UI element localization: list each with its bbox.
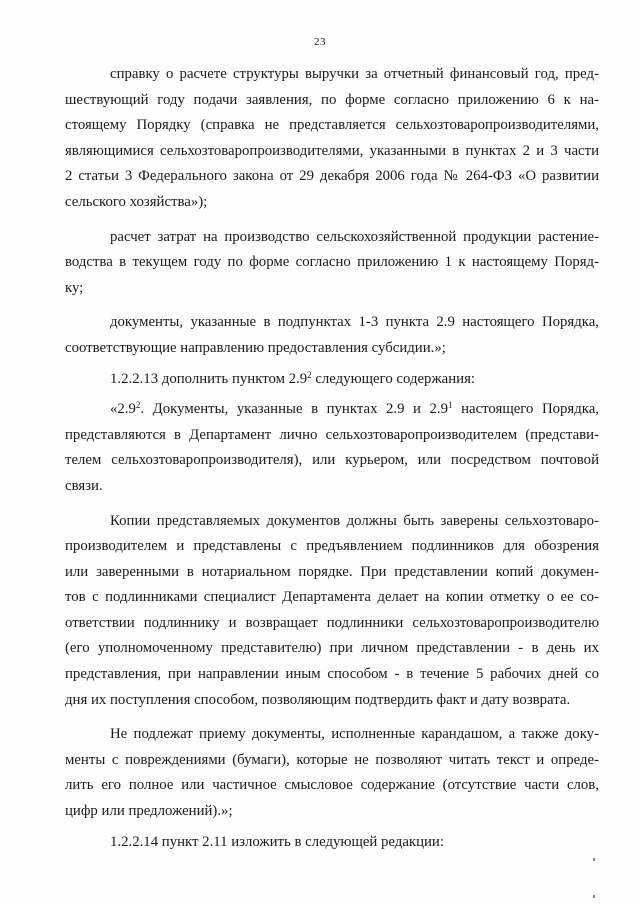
text-line: шествующий году подачи заявления, по форме согласно приложению 6 к на- <box>65 91 599 108</box>
text-line: расчет затрат на производство сельскохозяйственной продукции растение- <box>110 228 599 245</box>
scan-artifact <box>593 895 595 898</box>
document-body <box>65 62 599 855</box>
paragraph-revenue-structure-certificate <box>65 62 599 216</box>
text-line: дня их поступления способом, позволяющим подтвердить факт и дату возврата. <box>65 691 571 708</box>
text-fragment: следующего содержания: <box>311 370 475 387</box>
text-line: 2 статьи 3 Федерального закона от 29 декабря 2006 года № 264-ФЗ «О развитии <box>65 168 599 185</box>
text-fragment: . Документы, указанные в пунктах 2.9 и 2.9 <box>140 401 449 418</box>
paragraph-copies-certification <box>65 509 599 714</box>
text-line: (его уполномоченному представителю) при личном представлении - в день их <box>65 640 599 657</box>
text-fragment: настоящего Порядка, <box>452 401 599 418</box>
superscript: 1 <box>448 400 453 411</box>
paragraph-cost-calculation <box>65 225 599 302</box>
text-line: цифр или предложений).»; <box>65 803 233 820</box>
text-line: менты с повреждениями (бумаги), которые не позволяют читать текст и опреде- <box>65 751 599 768</box>
text-line: связи. <box>65 477 103 494</box>
text-line <box>65 397 599 423</box>
text-line: ответствии подлиннику и возвращает подлинники сельхозтоваропроизводителю <box>65 614 599 631</box>
text-line: справку о расчете структуры выручки за отчетный финансовый год, пред- <box>110 66 599 82</box>
page-number: 23 <box>314 36 326 48</box>
paragraph-documents-subparagraphs <box>65 310 599 361</box>
text-line: или заверенными в нотариальном порядке. При представлении копий докумен- <box>65 563 599 580</box>
scan-artifact <box>593 858 595 861</box>
paragraph-amendment-1-2-2-14 <box>65 830 599 856</box>
text-line: Копии представляемых документов должны быть заверены сельхозтоваро- <box>110 512 599 529</box>
text-line: документы, указанные в подпунктах 1-3 пункта 2.9 настоящего Порядка, <box>110 314 599 331</box>
text-line: водства в текущем году по форме согласно приложению 1 к настоящему Поряд- <box>65 254 599 271</box>
text-line: стоящему Порядку (справка не представляется сельхозтоваропроизводителями, <box>65 117 599 134</box>
paragraph-amendment-1-2-2-13 <box>65 367 599 393</box>
text-line: представления, при направлении иным способом - в течение 5 рабочих дней со <box>65 666 599 683</box>
text-line: производителем и представлены с предъявлением подлинников для обозрения <box>65 538 599 555</box>
text-line: ку; <box>65 279 84 296</box>
text-line: тов с подлинниками специалист Департамента делает на копии отметку о ее со- <box>65 589 599 606</box>
text-fragment: 1.2.2.13 дополнить пунктом 2.9 <box>110 370 308 387</box>
text-line: представляются в Департамент лично сельхозтоваропроизводителем (представи- <box>65 426 599 443</box>
text-line: являющимися сельхозтоваропроизводителями, указанными в пунктах 2 и 3 части <box>65 142 599 159</box>
superscript: 2 <box>307 369 312 380</box>
text-fragment: «2.9 <box>110 401 136 418</box>
text-line: Не подлежат приему документы, исполненные карандашом, а также доку- <box>110 726 599 743</box>
text-line: телем сельхозтоваропроизводителя), или курьером, или посредством почтовой <box>65 452 599 469</box>
text-line: соответствующие направлению предоставления субсидии.»; <box>65 339 446 356</box>
superscript: 2 <box>135 400 141 411</box>
text-line: 1.2.2.14 пункт 2.11 изложить в следующей редакции: <box>110 833 444 850</box>
text-line <box>65 367 599 393</box>
text-line: сельского хозяйства»); <box>65 193 208 210</box>
text-line: лить его полное или частичное смысловое содержание (отсутствие части слов, <box>65 777 599 794</box>
paragraph-clause-2-9-2 <box>65 397 599 499</box>
paragraph-rejected-documents <box>65 722 599 824</box>
